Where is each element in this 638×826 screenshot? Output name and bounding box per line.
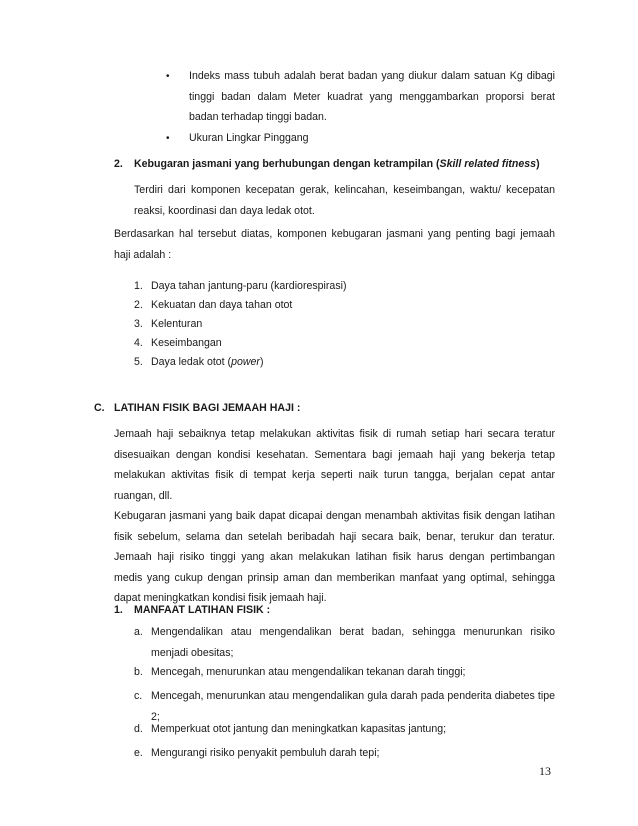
section-2-title: Kebugaran jasmani yang berhubungan dengan ketrampilan (Skill related fitness) bbox=[134, 158, 540, 170]
manfaat-item-letter: b. bbox=[134, 666, 143, 678]
list-item-number: 1. bbox=[134, 280, 143, 292]
section-c-paragraph-2: Kebugaran jasmani yang baik dapat dicapai dengan menambah aktivitas fisik dengan latihan fisik sebelum, selama dan setelah beribadah haji secara baik, benar, terukur dan teratur. Jemaah haji risiko tinggi yang akan melakukan latihan fisik harus dengan pertimbangan medis yang cukup dengan prinsip aman dan memberikan manfaat yang optimal, sehingga dapat meningkatkan kondisi fisik jemaah haji. bbox=[114, 510, 555, 604]
manfaat-item: Mengurangi risiko penyakit pembuluh darah tepi; bbox=[151, 747, 380, 759]
list-item: Daya tahan jantung-paru (kardiorespirasi) bbox=[151, 280, 347, 292]
summary-paragraph: Berdasarkan hal tersebut diatas, komponen kebugaran jasmani yang penting bagi jemaah haji adalah : bbox=[114, 228, 555, 261]
bullet-symbol: • bbox=[166, 133, 170, 144]
section-c-letter: C. bbox=[94, 402, 105, 414]
section-2-description: Terdiri dari komponen kecepatan gerak, kelincahan, keseimbangan, waktu/ kecepatan reaksi, koordinasi dan daya ledak otot. bbox=[134, 184, 555, 217]
manfaat-item-letter: c. bbox=[134, 690, 143, 702]
list-item: Keseimbangan bbox=[151, 337, 222, 349]
manfaat-item: Mencegah, menurunkan atau mengendalikan tekanan darah tinggi; bbox=[151, 666, 466, 678]
bullet-text-waist: Ukuran Lingkar Pinggang bbox=[189, 132, 309, 144]
page-number: 13 bbox=[539, 764, 551, 778]
manfaat-item-letter: a. bbox=[134, 626, 143, 638]
list-item: Kelenturan bbox=[151, 318, 203, 330]
list-item-number: 5. bbox=[134, 356, 143, 368]
list-item-number: 3. bbox=[134, 318, 143, 330]
manfaat-item: Mencegah, menurunkan atau mengendalikan gula darah pada penderita diabetes tipe 2; bbox=[151, 690, 555, 723]
list-item: Kekuatan dan daya tahan otot bbox=[151, 299, 293, 311]
section-2-number: 2. bbox=[114, 158, 123, 170]
bullet-symbol: • bbox=[166, 71, 170, 82]
section-c-paragraph-1: Jemaah haji sebaiknya tetap melakukan aktivitas fisik di rumah setiap hari secara teratur disesuaikan dengan kondisi kesehatan. Sementara bagi jemaah haji yang bekerja tetap melakukan aktivitas fisik di tempat kerja seperti naik turun tangga, berjalan cepat antar ruangan, dll. bbox=[114, 428, 555, 502]
list-item-number: 4. bbox=[134, 337, 143, 349]
manfaat-item-letter: d. bbox=[134, 723, 143, 735]
manfaat-item: Mengendalikan atau mengendalikan berat badan, sehingga menurunkan risiko menjadi obesitas; bbox=[151, 626, 555, 659]
manfaat-item-letter: e. bbox=[134, 747, 143, 759]
manfaat-item: Memperkuat otot jantung dan meningkatkan kapasitas jantung; bbox=[151, 723, 447, 735]
section-c-title: LATIHAN FISIK BAGI JEMAAH HAJI : bbox=[114, 402, 301, 414]
manfaat-number: 1. bbox=[114, 604, 123, 616]
bullet-text-imt: Indeks mass tubuh adalah berat badan yang diukur dalam satuan Kg dibagi tinggi badan dalam Meter kuadrat yang menggambarkan proporsi berat badan terhadap tinggi badan. bbox=[189, 70, 555, 123]
list-item: Daya ledak otot (power) bbox=[151, 356, 264, 368]
manfaat-title: MANFAAT LATIHAN FISIK : bbox=[134, 604, 271, 616]
list-item-number: 2. bbox=[134, 299, 143, 311]
